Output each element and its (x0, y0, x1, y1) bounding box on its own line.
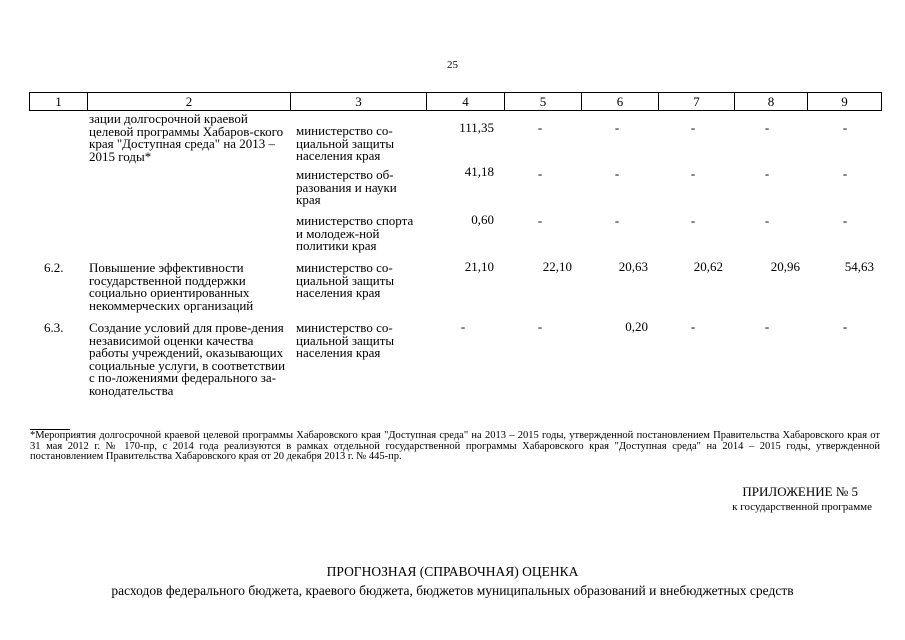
row-name: зации долгосрочной краевой целевой программы Хабаров-ского края "Доступная среда" на 2013 – 2015 годы* (89, 111, 284, 164)
value-col-7: 20,62 (693, 259, 723, 274)
value-col-4: - (460, 319, 466, 334)
value-col-9: - (842, 319, 848, 334)
value-col-5: - (537, 319, 543, 334)
value-col-6: 20,63 (618, 259, 648, 274)
value-col-8: 20,96 (770, 259, 800, 274)
header-col-9: 9 (807, 93, 881, 110)
table-header (29, 92, 882, 111)
value-col-6: - (614, 213, 620, 228)
value-col-6: - (614, 120, 620, 135)
header-col-6: 6 (581, 93, 658, 110)
appendix-title: ПРИЛОЖЕНИЕ № 5 (742, 484, 858, 499)
row-name: Создание условий для прове-дения независимой оценки качества работы учреждений, оказывающих социальные услуги, в соответствии с по-ложениями федерального за-конодательства (89, 320, 286, 398)
value-col-9: - (842, 166, 848, 181)
value-col-4: 21,10 (464, 259, 494, 274)
value-col-6: 0,20 (625, 319, 648, 334)
executor-label: министерство со-циальной защиты населения края (296, 260, 395, 300)
footnote: *Мероприятия долгосрочной краевой целевой программы Хабаровского края "Доступная среда" на 2013 – 2015 годы, утвержденной постановлением Правительства Хабаровского края от 31 мая 2012 г. № 170-пр, с 2014 года реализуются в рамках отдельной государственной программы Хабаровского края "Доступная среда" на 2014 – 2015 годы, утвержденной постановлением Правительства Хабаровского края от 20 декабря 2013 г. № 445-пр. (30, 430, 880, 462)
value-col-7: - (690, 213, 696, 228)
appendix-subtitle: к государственной программе (732, 501, 872, 513)
header-col-8: 8 (734, 93, 807, 110)
value-col-5: - (537, 213, 543, 228)
header-col-2: 2 (87, 93, 290, 110)
value-col-8: - (764, 319, 770, 334)
header-col-5: 5 (504, 93, 581, 110)
value-col-5: 22,10 (542, 259, 572, 274)
row-number: 6.3. (44, 320, 64, 335)
executor-label: министерство об-разования и науки края (296, 167, 397, 207)
row-name: Повышение эффективности государственной поддержки социально ориентированных некоммерческих организаций (89, 260, 254, 313)
value-col-6: - (614, 166, 620, 181)
value-col-9: - (842, 120, 848, 135)
executor-label: министерство спорта и молодеж-ной политики края (296, 213, 414, 253)
value-col-7: - (690, 319, 696, 334)
value-col-9: 54,63 (844, 259, 874, 274)
value-col-4: 41,18 (464, 164, 494, 179)
section-subheading: расходов федерального бюджета, краевого бюджета, бюджетов муниципальных образований и внебюджетных средств (111, 583, 794, 598)
value-col-9: - (842, 213, 848, 228)
header-col-3: 3 (290, 93, 426, 110)
section-heading: ПРОГНОЗНАЯ (СПРАВОЧНАЯ) ОЦЕНКА (326, 564, 579, 579)
header-col-4: 4 (426, 93, 504, 110)
value-col-7: - (690, 166, 696, 181)
value-col-7: - (690, 120, 696, 135)
executor-label: министерство со-циальной защиты населения края (296, 320, 395, 360)
value-col-5: - (537, 166, 543, 181)
value-col-8: - (764, 213, 770, 228)
page-number: 25 (447, 59, 458, 71)
header-col-1: 1 (55, 94, 62, 109)
value-col-4: 111,35 (459, 120, 494, 135)
row-number: 6.2. (44, 260, 64, 275)
value-col-8: - (764, 120, 770, 135)
value-col-4: 0,60 (471, 212, 494, 227)
value-col-8: - (764, 166, 770, 181)
value-col-5: - (537, 120, 543, 135)
executor-label: министерство со-циальной защиты населения края (296, 123, 395, 163)
header-col-7: 7 (658, 93, 734, 110)
